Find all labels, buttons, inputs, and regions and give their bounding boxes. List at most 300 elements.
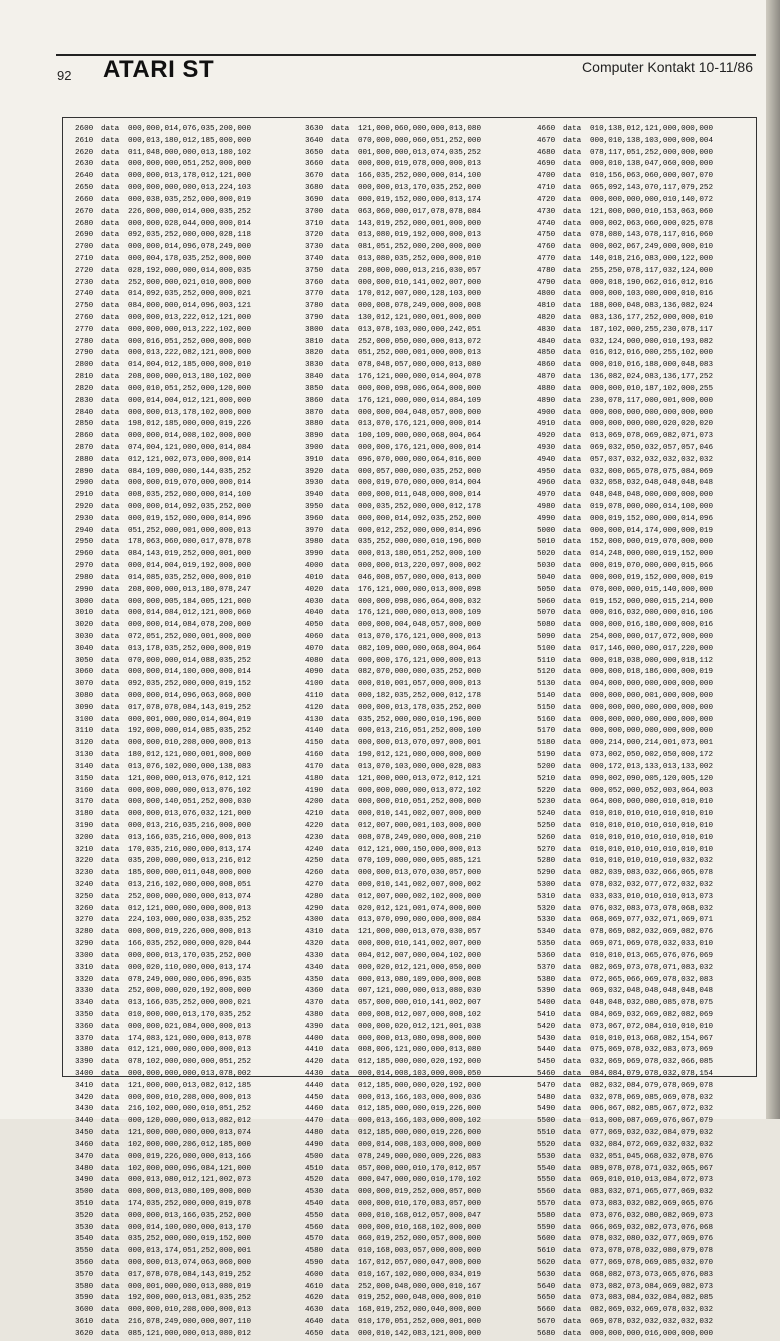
code-line <box>305 301 537 313</box>
code-line <box>537 372 769 384</box>
line-number: 3850 <box>305 384 324 393</box>
line-number: 3290 <box>75 940 94 949</box>
line-number: 4620 <box>305 1294 324 1303</box>
data-keyword: data <box>101 290 120 299</box>
data-values: 000,000,014,076,035,200,000 <box>128 125 252 133</box>
line-number: 4730 <box>537 207 556 216</box>
data-values: 051,252,000,001,000,000,013 <box>358 349 482 358</box>
data-values: 000,000,010,208,000,000,013 <box>128 739 252 748</box>
data-values: 013,178,035,252,000,000,019 <box>128 644 252 653</box>
data-keyword: data <box>331 951 350 960</box>
data-values: 000,002,063,060,000,025,078 <box>590 219 714 228</box>
code-line <box>75 348 307 360</box>
code-line <box>305 514 537 526</box>
code-line <box>305 632 537 644</box>
data-keyword: data <box>563 1176 582 1185</box>
data-keyword: data <box>563 526 582 535</box>
data-keyword: data <box>331 597 350 606</box>
line-number: 4560 <box>305 1223 324 1232</box>
data-keyword: data <box>563 1270 582 1279</box>
line-number: 3170 <box>75 798 94 807</box>
line-number: 5090 <box>537 632 556 641</box>
data-values: 000,000,000,000,013,076,102 <box>128 786 252 795</box>
data-values: 185,000,000,011,048,000,000 <box>128 869 252 878</box>
data-keyword: data <box>331 420 350 429</box>
data-keyword: data <box>563 609 582 618</box>
data-keyword: data <box>331 1259 350 1267</box>
data-values: 000,000,000,000,013,078,002 <box>128 1070 252 1078</box>
data-values: 121,000,000,013,070,030,057 <box>358 928 482 937</box>
data-values: 032,000,065,078,075,084,069 <box>590 467 714 476</box>
line-number: 3490 <box>75 1176 94 1185</box>
data-keyword: data <box>331 1318 350 1327</box>
line-number: 4110 <box>305 692 324 700</box>
data-values: 000,002,067,249,000,000,010 <box>590 243 714 252</box>
data-values: 000,000,020,012,121,001,038 <box>358 1022 482 1031</box>
code-line <box>75 1270 307 1282</box>
data-keyword: data <box>101 573 120 582</box>
data-values: 000,014,084,012,121,000,060 <box>128 609 252 618</box>
line-number: 4030 <box>305 597 324 606</box>
code-line <box>537 1081 769 1093</box>
code-line <box>305 1104 537 1116</box>
listing-column-1 <box>75 124 307 1341</box>
data-values: 012,185,000,000,019,226,000 <box>358 1129 482 1138</box>
code-line <box>75 526 307 538</box>
data-values: 000,000,098,006,064,000,032 <box>358 597 482 606</box>
code-line <box>305 325 537 337</box>
data-keyword: data <box>331 703 350 712</box>
code-line <box>75 1282 307 1294</box>
line-number: 3900 <box>305 443 324 452</box>
code-line <box>537 632 769 644</box>
code-line <box>75 478 307 490</box>
data-keyword: data <box>331 373 350 382</box>
data-values: 176,121,000,000,014,084,109 <box>358 396 482 405</box>
code-line <box>75 1329 307 1341</box>
code-line <box>305 1069 537 1081</box>
data-keyword: data <box>563 951 582 960</box>
data-values: 010,000,000,013,170,035,252 <box>128 1010 252 1019</box>
data-keyword: data <box>101 243 120 252</box>
data-values: 252,000,050,000,000,013,072 <box>358 337 482 346</box>
data-keyword: data <box>563 491 582 500</box>
data-values: 254,000,000,017,072,000,000 <box>590 632 714 641</box>
data-keyword: data <box>101 420 120 429</box>
line-number: 4780 <box>537 266 556 275</box>
data-values: 121,000,000,010,153,063,060 <box>590 207 714 216</box>
data-keyword: data <box>563 337 582 346</box>
code-line <box>75 159 307 171</box>
data-values: 000,000,000,000,000,000,000 <box>590 703 714 712</box>
data-keyword: data <box>101 266 120 275</box>
data-keyword: data <box>563 396 582 405</box>
code-line <box>305 1270 537 1282</box>
data-keyword: data <box>331 739 350 748</box>
line-number: 4330 <box>305 951 324 960</box>
code-line <box>305 1152 537 1164</box>
line-number: 5020 <box>537 550 556 559</box>
data-keyword: data <box>563 703 582 712</box>
data-keyword: data <box>331 160 350 169</box>
data-values: 069,071,069,078,032,033,010 <box>590 940 714 949</box>
code-line <box>305 774 537 786</box>
data-values: 230,078,117,000,001,000,000 <box>590 396 714 405</box>
data-values: 000,000,176,121,000,000,014 <box>358 443 482 452</box>
data-values: 000,038,035,252,000,000,019 <box>128 195 252 204</box>
listing-column-2 <box>305 124 537 1341</box>
line-number: 3590 <box>75 1294 94 1303</box>
data-keyword: data <box>331 762 350 771</box>
data-values: 000,019,070,000,000,015,066 <box>590 562 714 571</box>
code-line <box>537 183 769 195</box>
data-values: 000,010,142,083,121,000,000 <box>358 1329 482 1338</box>
data-values: 032,051,045,068,032,078,076 <box>590 1152 714 1161</box>
data-keyword: data <box>563 1164 582 1173</box>
line-number: 4410 <box>305 1046 324 1055</box>
code-line <box>75 809 307 821</box>
code-line <box>537 833 769 845</box>
data-values: 000,000,140,051,252,000,030 <box>128 798 252 807</box>
line-number: 3360 <box>75 1022 94 1031</box>
data-values: 014,092,035,252,000,000,021 <box>128 290 252 299</box>
code-line <box>305 502 537 514</box>
data-values: 013,080,035,252,000,000,010 <box>358 254 482 263</box>
data-keyword: data <box>101 467 120 476</box>
code-line <box>537 1234 769 1246</box>
data-values: 000,018,190,062,016,012,016 <box>590 278 714 287</box>
data-values: 000,000,013,070,097,000,001 <box>358 739 482 748</box>
data-values: 000,000,176,121,000,000,013 <box>358 656 482 665</box>
data-values: 166,035,252,000,000,014,100 <box>358 172 482 181</box>
data-values: 000,000,013,220,097,000,002 <box>358 562 482 571</box>
line-number: 3930 <box>305 479 324 488</box>
data-keyword: data <box>331 550 350 559</box>
data-keyword: data <box>563 349 582 358</box>
data-values: 013,216,102,000,000,008,051 <box>128 881 252 889</box>
data-keyword: data <box>563 774 582 783</box>
data-values: 100,109,000,000,068,004,064 <box>358 432 482 441</box>
code-line <box>305 1211 537 1223</box>
code-line <box>537 1246 769 1258</box>
data-keyword: data <box>563 562 582 571</box>
data-values: 010,138,012,121,000,000,000 <box>590 125 714 133</box>
code-line <box>305 136 537 148</box>
line-number: 3190 <box>75 821 94 830</box>
code-line <box>305 561 537 573</box>
data-keyword: data <box>331 231 350 240</box>
data-keyword: data <box>101 1022 120 1031</box>
data-keyword: data <box>101 148 120 157</box>
line-number: 2830 <box>75 396 94 405</box>
code-line <box>75 408 307 420</box>
code-line <box>537 597 769 609</box>
data-values: 000,012,252,000,000,014,096 <box>358 526 482 535</box>
code-line <box>537 1293 769 1305</box>
data-keyword: data <box>101 514 120 523</box>
line-number: 3890 <box>305 432 324 441</box>
data-values: 000,000,014,096,063,060,000 <box>128 692 252 700</box>
code-line <box>75 561 307 573</box>
data-values: 016,012,016,000,255,102,000 <box>590 349 714 358</box>
line-number: 3510 <box>75 1199 94 1208</box>
data-keyword: data <box>101 774 120 783</box>
code-line <box>305 1034 537 1046</box>
line-number: 5150 <box>537 703 556 712</box>
code-line <box>75 384 307 396</box>
data-values: 102,000,000,206,012,185,000 <box>128 1140 252 1149</box>
line-number: 5380 <box>537 975 556 984</box>
code-line <box>537 1282 769 1294</box>
code-line <box>537 656 769 668</box>
data-keyword: data <box>563 987 582 996</box>
code-line <box>537 230 769 242</box>
data-values: 000,000,019,078,000,000,013 <box>358 160 482 169</box>
code-line <box>537 549 769 561</box>
data-keyword: data <box>101 1270 120 1279</box>
code-line <box>75 915 307 927</box>
code-line <box>305 1187 537 1199</box>
data-keyword: data <box>563 727 582 736</box>
line-number: 5000 <box>537 526 556 535</box>
data-values: 000,000,013,222,012,121,000 <box>128 314 252 322</box>
data-keyword: data <box>331 538 350 547</box>
data-values: 035,200,000,000,013,216,012 <box>128 857 252 866</box>
data-values: 000,047,000,000,010,170,102 <box>358 1176 482 1185</box>
code-line <box>75 856 307 868</box>
code-line <box>537 797 769 809</box>
code-line <box>305 608 537 620</box>
code-line <box>75 337 307 349</box>
data-keyword: data <box>101 786 120 795</box>
line-number: 4540 <box>305 1199 324 1208</box>
data-keyword: data <box>331 337 350 346</box>
data-keyword: data <box>563 940 582 949</box>
data-keyword: data <box>101 644 120 653</box>
line-number: 4300 <box>305 916 324 925</box>
line-number: 4890 <box>537 396 556 405</box>
line-number: 5310 <box>537 892 556 901</box>
data-keyword: data <box>331 148 350 157</box>
line-number: 3610 <box>75 1318 94 1327</box>
data-keyword: data <box>101 479 120 488</box>
line-number: 5420 <box>537 1022 556 1031</box>
data-values: 001,000,000,013,074,035,252 <box>358 148 482 157</box>
line-number: 5340 <box>537 928 556 937</box>
code-line <box>537 1317 769 1329</box>
data-values: 092,035,252,000,000,028,118 <box>128 231 252 240</box>
code-line <box>537 738 769 750</box>
code-line <box>75 573 307 585</box>
magazine-issue: Computer Kontakt 10-11/86 <box>582 59 753 75</box>
data-values: 000,000,010,208,000,000,013 <box>128 1093 252 1102</box>
line-number: 2640 <box>75 172 94 181</box>
data-values: 084,000,000,014,096,003,121 <box>128 302 252 311</box>
code-line <box>75 1317 307 1329</box>
line-number: 3240 <box>75 881 94 889</box>
data-keyword: data <box>101 562 120 571</box>
line-number: 5510 <box>537 1129 556 1138</box>
code-line <box>75 1140 307 1152</box>
line-number: 3520 <box>75 1211 94 1220</box>
code-line <box>305 360 537 372</box>
data-keyword: data <box>101 278 120 287</box>
code-line <box>75 715 307 727</box>
data-values: 198,012,185,000,000,019,226 <box>128 420 252 429</box>
data-values: 000,018,038,000,000,018,112 <box>590 656 714 665</box>
code-line <box>537 514 769 526</box>
code-line <box>537 774 769 786</box>
data-values: 121,000,000,013,082,012,185 <box>128 1081 252 1090</box>
code-line <box>75 786 307 798</box>
data-values: 000,000,011,048,000,000,014 <box>358 491 482 500</box>
line-number: 2660 <box>75 195 94 204</box>
code-line <box>75 975 307 987</box>
code-line <box>305 963 537 975</box>
data-keyword: data <box>331 857 350 866</box>
data-values: 078,069,082,032,069,082,076 <box>590 928 714 937</box>
code-line <box>305 585 537 597</box>
data-values: 073,083,084,032,084,082,085 <box>590 1294 714 1303</box>
code-line <box>75 1164 307 1176</box>
data-values: 000,000,000,000,000,000,000 <box>590 727 714 736</box>
code-line <box>305 289 537 301</box>
code-line <box>305 443 537 455</box>
line-number: 3570 <box>75 1270 94 1279</box>
data-keyword: data <box>563 573 582 582</box>
line-number: 4040 <box>305 609 324 618</box>
line-number: 3010 <box>75 609 94 618</box>
code-line <box>75 301 307 313</box>
data-keyword: data <box>331 125 350 133</box>
data-values: 073,076,032,080,082,069,073 <box>590 1211 714 1220</box>
data-keyword: data <box>563 148 582 157</box>
code-line <box>537 360 769 372</box>
data-keyword: data <box>101 585 120 594</box>
code-line <box>75 148 307 160</box>
code-line <box>305 726 537 738</box>
data-keyword: data <box>563 420 582 429</box>
line-number: 4290 <box>305 904 324 913</box>
line-number: 3580 <box>75 1282 94 1291</box>
data-values: 083,032,071,065,077,069,032 <box>590 1188 714 1197</box>
data-values: 000,019,152,000,000,014,096 <box>590 514 714 523</box>
data-keyword: data <box>563 1046 582 1055</box>
code-line <box>537 337 769 349</box>
data-values: 069,078,032,032,032,032,032 <box>590 1318 714 1327</box>
code-line <box>305 927 537 939</box>
code-line <box>75 549 307 561</box>
data-keyword: data <box>563 1058 582 1067</box>
data-keyword: data <box>331 1306 350 1315</box>
data-values: 000,000,010,141,002,007,000 <box>358 940 482 949</box>
data-keyword: data <box>101 821 120 830</box>
code-line <box>305 786 537 798</box>
data-keyword: data <box>563 1081 582 1090</box>
line-number: 4960 <box>537 479 556 488</box>
line-number: 4210 <box>305 810 324 819</box>
code-line <box>75 1246 307 1258</box>
data-values: 252,000,048,000,000,010,167 <box>358 1282 482 1291</box>
data-values: 011,048,000,000,013,180,102 <box>128 148 252 157</box>
data-values: 000,000,013,170,035,252,000 <box>358 184 482 193</box>
code-line <box>305 1057 537 1069</box>
data-values: 068,082,073,073,065,076,083 <box>590 1270 714 1279</box>
data-values: 000,000,013,070,030,057,000 <box>358 869 482 878</box>
data-keyword: data <box>563 585 582 594</box>
data-keyword: data <box>331 503 350 511</box>
line-number: 3760 <box>305 278 324 287</box>
line-number: 5300 <box>537 881 556 889</box>
code-line <box>75 667 307 679</box>
data-values: 000,000,014,096,078,249,000 <box>128 243 252 252</box>
data-values: 000,000,000,013,222,102,000 <box>128 325 252 334</box>
code-line <box>537 715 769 727</box>
data-values: 012,121,000,000,000,000,013 <box>128 1046 252 1055</box>
code-line <box>75 986 307 998</box>
line-number: 3070 <box>75 680 94 689</box>
line-number: 5360 <box>537 951 556 960</box>
data-values: 051,252,000,001,000,000,013 <box>128 526 252 535</box>
line-number: 4590 <box>305 1259 324 1267</box>
line-number: 4070 <box>305 644 324 653</box>
code-line <box>75 1234 307 1246</box>
data-keyword: data <box>101 526 120 535</box>
line-number: 3270 <box>75 916 94 925</box>
data-values: 000,013,166,103,000,000,102 <box>358 1117 482 1126</box>
data-keyword: data <box>331 443 350 452</box>
code-line <box>537 159 769 171</box>
line-number: 5530 <box>537 1152 556 1161</box>
code-line <box>75 171 307 183</box>
line-number: 5470 <box>537 1081 556 1090</box>
data-values: 010,167,102,000,000,034,019 <box>358 1270 482 1279</box>
data-values: 019,252,000,048,000,000,010 <box>358 1294 482 1303</box>
code-line <box>537 455 769 467</box>
data-values: 000,004,178,035,252,000,000 <box>128 254 252 263</box>
section-title: ATARI ST <box>103 56 215 83</box>
data-values: 082,069,032,069,078,032,032 <box>590 1306 714 1315</box>
data-values: 000,010,138,047,060,000,000 <box>590 160 714 169</box>
line-number: 3870 <box>305 408 324 417</box>
data-values: 121,000,000,013,072,012,121 <box>358 774 482 783</box>
line-number: 3960 <box>305 514 324 523</box>
line-number: 3410 <box>75 1081 94 1090</box>
line-number: 3500 <box>75 1188 94 1197</box>
line-number: 4060 <box>305 632 324 641</box>
data-values: 000,000,004,048,057,000,000 <box>358 408 482 417</box>
code-line <box>537 1329 769 1341</box>
line-number: 4220 <box>305 821 324 830</box>
code-line <box>537 266 769 278</box>
line-number: 4770 <box>537 254 556 263</box>
line-number: 3670 <box>305 172 324 181</box>
code-line <box>75 1305 307 1317</box>
data-values: 082,032,084,079,078,069,078 <box>590 1081 714 1090</box>
code-line <box>75 632 307 644</box>
data-keyword: data <box>101 1164 120 1173</box>
data-keyword: data <box>563 845 582 854</box>
data-values: 252,000,000,000,000,013,074 <box>128 892 252 901</box>
data-keyword: data <box>101 1294 120 1303</box>
data-keyword: data <box>331 810 350 819</box>
data-keyword: data <box>563 692 582 700</box>
line-number: 3130 <box>75 751 94 760</box>
data-keyword: data <box>563 1294 582 1303</box>
code-line <box>75 608 307 620</box>
code-line <box>75 868 307 880</box>
data-keyword: data <box>101 1199 120 1208</box>
